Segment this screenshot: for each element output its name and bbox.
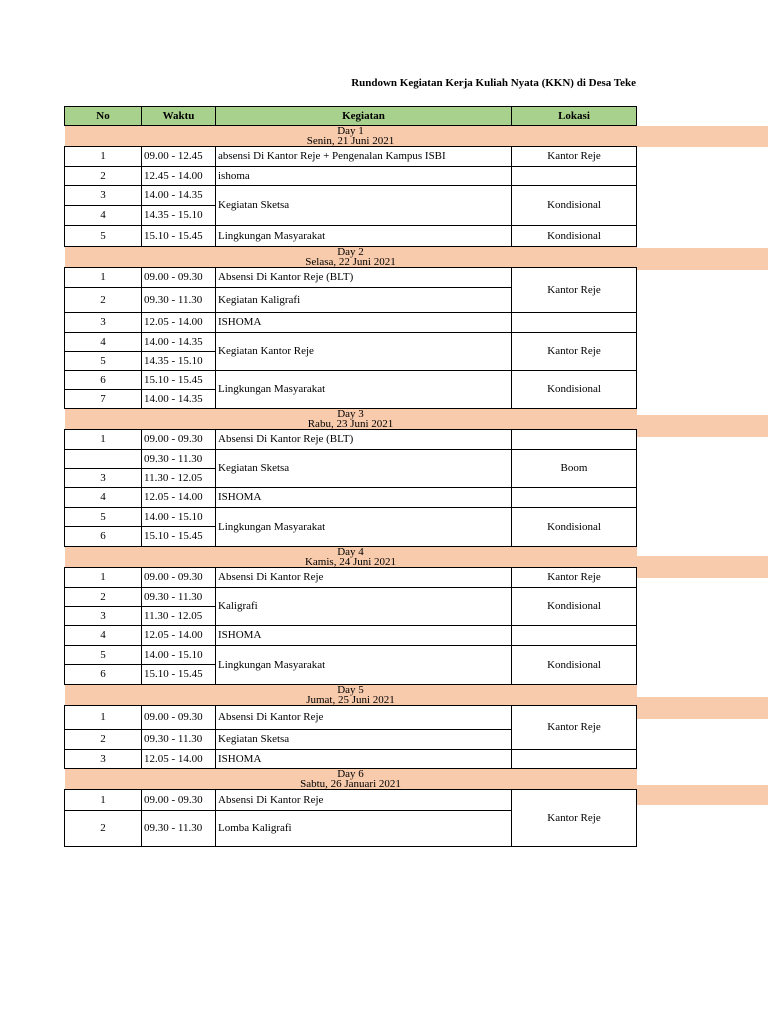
table-row	[65, 646, 637, 665]
table-row	[65, 588, 637, 607]
cell-location[interactable]: Kondisional	[512, 371, 637, 409]
cell-location[interactable]: Boom	[512, 450, 637, 488]
table-row	[65, 268, 637, 288]
cell-time[interactable]: 09.00 - 09.30	[142, 706, 216, 730]
day-cell[interactable]	[65, 409, 637, 430]
table-row	[65, 226, 637, 247]
table-row	[65, 790, 637, 811]
cell-time[interactable]: 14.00 - 15.10	[142, 508, 216, 527]
day-row	[65, 547, 637, 568]
cell-no[interactable]	[65, 450, 142, 469]
day-label: Day 2	[337, 246, 364, 258]
table-row	[65, 333, 637, 352]
cell-time[interactable]: 09.00 - 09.30	[142, 430, 216, 450]
day-label: Day 1	[337, 125, 364, 137]
day-date: Senin, 21 Juni 2021	[306, 135, 395, 147]
cell-activity[interactable]: Lingkungan Masyarakat	[216, 371, 512, 409]
cell-activity[interactable]: ISHOMA	[216, 313, 512, 333]
cell-no[interactable]: 4	[65, 206, 142, 226]
cell-no[interactable]: 4	[65, 626, 142, 646]
cell-activity[interactable]: Kegiatan Sketsa	[216, 450, 512, 488]
cell-location[interactable]: Kondisional	[512, 508, 637, 547]
day-cell[interactable]	[65, 769, 637, 790]
cell-location[interactable]	[512, 313, 637, 333]
day-cell[interactable]	[65, 685, 637, 706]
cell-time[interactable]: 14.00 - 15.10	[142, 646, 216, 665]
cell-location[interactable]: Kondisional	[512, 588, 637, 626]
cell-activity[interactable]: Lingkungan Masyarakat	[216, 226, 512, 247]
cell-time[interactable]: 14.35 - 15.10	[142, 352, 216, 371]
cell-time[interactable]: 14.00 - 14.35	[142, 186, 216, 206]
cell-location[interactable]	[512, 430, 637, 450]
cell-no[interactable]: 4	[65, 488, 142, 508]
cell-activity[interactable]: Lingkungan Masyarakat	[216, 646, 512, 685]
day-band-extension	[636, 697, 768, 719]
cell-no[interactable]: 2	[65, 167, 142, 186]
cell-no[interactable]: 1	[65, 706, 142, 730]
cell-time[interactable]: 15.10 - 15.45	[142, 665, 216, 685]
cell-no[interactable]: 2	[65, 730, 142, 750]
day-band-extension	[636, 415, 768, 437]
cell-activity[interactable]: Lomba Kaligrafi	[216, 811, 512, 847]
day-date: Rabu, 23 Juni 2021	[307, 418, 394, 430]
day-band-extension	[636, 556, 768, 578]
cell-location[interactable]	[512, 750, 637, 769]
cell-location[interactable]: Kantor Reje	[512, 147, 637, 167]
cell-time[interactable]: 09.30 - 11.30	[142, 288, 216, 313]
cell-no[interactable]: 1	[65, 268, 142, 288]
cell-no[interactable]: 7	[65, 390, 142, 409]
cell-no[interactable]: 6	[65, 665, 142, 685]
cell-location[interactable]	[512, 626, 637, 646]
day-cell[interactable]	[65, 547, 637, 568]
table-row	[65, 488, 637, 508]
cell-no[interactable]: 4	[65, 333, 142, 352]
cell-time[interactable]: 09.30 - 11.30	[142, 588, 216, 607]
cell-no[interactable]: 3	[65, 469, 142, 488]
cell-time[interactable]: 09.00 - 12.45	[142, 147, 216, 167]
cell-time[interactable]: 14.00 - 14.35	[142, 333, 216, 352]
day-label: Day 6	[337, 768, 364, 780]
table-row	[65, 706, 637, 730]
cell-activity[interactable]: Absensi Di Kantor Reje (BLT)	[216, 268, 512, 288]
day-date: Sabtu, 26 Januari 2021	[300, 778, 401, 790]
day-band-extension	[636, 126, 768, 147]
cell-time[interactable]: 15.10 - 15.45	[142, 527, 216, 547]
table-header-row	[65, 107, 637, 126]
cell-no[interactable]: 3	[65, 750, 142, 769]
cell-time[interactable]: 14.35 - 15.10	[142, 206, 216, 226]
cell-time[interactable]: 12.45 - 14.00	[142, 167, 216, 186]
cell-no[interactable]: 1	[65, 430, 142, 450]
cell-location[interactable]: Kantor Reje	[512, 333, 637, 371]
cell-activity[interactable]: absensi Di Kantor Reje + Pengenalan Kampus ISBI	[216, 147, 512, 167]
cell-no[interactable]: 3	[65, 313, 142, 333]
cell-activity[interactable]: ISHOMA	[216, 626, 512, 646]
cell-activity[interactable]: Absensi Di Kantor Reje	[216, 568, 512, 588]
cell-no[interactable]: 5	[65, 352, 142, 371]
table-row	[65, 750, 637, 769]
day-row	[65, 126, 637, 147]
cell-activity[interactable]: Kegiatan Sketsa	[216, 186, 512, 226]
header-activity[interactable]: Kegiatan	[216, 107, 512, 126]
cell-no[interactable]: 5	[65, 508, 142, 527]
day-date: Kamis, 24 Juni 2021	[304, 556, 397, 568]
cell-time[interactable]: 09.00 - 09.30	[142, 268, 216, 288]
cell-activity[interactable]: Kegiatan Kantor Reje	[216, 333, 512, 371]
table-row	[65, 186, 637, 206]
cell-no[interactable]: 5	[65, 226, 142, 247]
cell-time[interactable]: 09.30 - 11.30	[142, 811, 216, 847]
cell-activity[interactable]: Kegiatan Kaligrafi	[216, 288, 512, 313]
day-date: Jumat, 25 Juni 2021	[306, 694, 395, 706]
cell-location[interactable]: Kondisional	[512, 186, 637, 226]
cell-no[interactable]: 2	[65, 588, 142, 607]
day-date: Selasa, 22 Juni 2021	[305, 256, 396, 268]
cell-location[interactable]: Kondisional	[512, 226, 637, 247]
cell-location[interactable]: Kantor Reje	[512, 790, 637, 847]
cell-location[interactable]	[512, 488, 637, 508]
day-label: Day 4	[337, 546, 364, 558]
page-title: Rundown Kegiatan Kerja Kuliah Nyata (KKN) di Desa Teke	[351, 77, 636, 89]
cell-activity[interactable]: Kaligrafi	[216, 588, 512, 626]
cell-no[interactable]: 5	[65, 646, 142, 665]
table-row	[65, 167, 637, 186]
cell-activity[interactable]: Absensi Di Kantor Reje	[216, 790, 512, 811]
cell-no[interactable]: 2	[65, 811, 142, 847]
table-row	[65, 508, 637, 527]
cell-time[interactable]: 11.30 - 12.05	[142, 607, 216, 626]
day-cell[interactable]	[65, 126, 637, 147]
cell-location[interactable]: Kondisional	[512, 646, 637, 685]
cell-no[interactable]: 3	[65, 186, 142, 206]
cell-time[interactable]: 12.05 - 14.00	[142, 750, 216, 769]
day-cell[interactable]	[65, 247, 637, 268]
table-row	[65, 568, 637, 588]
day-row	[65, 685, 637, 706]
day-label: Day 3	[337, 408, 364, 420]
cell-time[interactable]: 09.00 - 09.30	[142, 790, 216, 811]
table-row	[65, 313, 637, 333]
cell-no[interactable]: 2	[65, 288, 142, 313]
cell-no[interactable]: 6	[65, 371, 142, 390]
cell-no[interactable]: 1	[65, 568, 142, 588]
cell-activity[interactable]: Absensi Di Kantor Reje	[216, 706, 512, 730]
table-row	[65, 147, 637, 167]
cell-time[interactable]: 09.30 - 11.30	[142, 730, 216, 750]
cell-time[interactable]: 15.10 - 15.45	[142, 371, 216, 390]
table-row	[65, 371, 637, 390]
cell-location[interactable]: Kantor Reje	[512, 706, 637, 750]
day-row	[65, 769, 637, 790]
cell-time[interactable]: 12.05 - 14.00	[142, 488, 216, 508]
header-time[interactable]: Waktu	[142, 107, 216, 126]
cell-no[interactable]: 1	[65, 147, 142, 167]
day-band-extension	[636, 785, 768, 805]
cell-activity[interactable]: ISHOMA	[216, 750, 512, 769]
cell-activity[interactable]: ishoma	[216, 167, 512, 186]
cell-no[interactable]: 6	[65, 527, 142, 547]
day-row	[65, 247, 637, 268]
cell-activity[interactable]: ISHOMA	[216, 488, 512, 508]
cell-time[interactable]: 12.05 - 14.00	[142, 626, 216, 646]
cell-activity[interactable]: Absensi Di Kantor Reje (BLT)	[216, 430, 512, 450]
cell-no[interactable]: 3	[65, 607, 142, 626]
day-label: Day 5	[337, 684, 364, 696]
table-row	[65, 430, 637, 450]
cell-activity[interactable]: Kegiatan Sketsa	[216, 730, 512, 750]
cell-time[interactable]: 15.10 - 15.45	[142, 226, 216, 247]
header-no[interactable]: No	[65, 107, 142, 126]
cell-time[interactable]: 14.00 - 14.35	[142, 390, 216, 409]
cell-time[interactable]: 09.30 - 11.30	[142, 450, 216, 469]
rundown-table	[64, 106, 637, 847]
cell-location[interactable]	[512, 167, 637, 186]
cell-location[interactable]: Kantor Reje	[512, 268, 637, 313]
cell-location[interactable]: Kantor Reje	[512, 568, 637, 588]
day-band-extension	[636, 248, 768, 270]
cell-time[interactable]: 11.30 - 12.05	[142, 469, 216, 488]
table-row	[65, 626, 637, 646]
day-row	[65, 409, 637, 430]
cell-no[interactable]: 1	[65, 790, 142, 811]
table-row	[65, 450, 637, 469]
header-location[interactable]: Lokasi	[512, 107, 637, 126]
cell-activity[interactable]: Lingkungan Masyarakat	[216, 508, 512, 547]
cell-time[interactable]: 09.00 - 09.30	[142, 568, 216, 588]
cell-time[interactable]: 12.05 - 14.00	[142, 313, 216, 333]
